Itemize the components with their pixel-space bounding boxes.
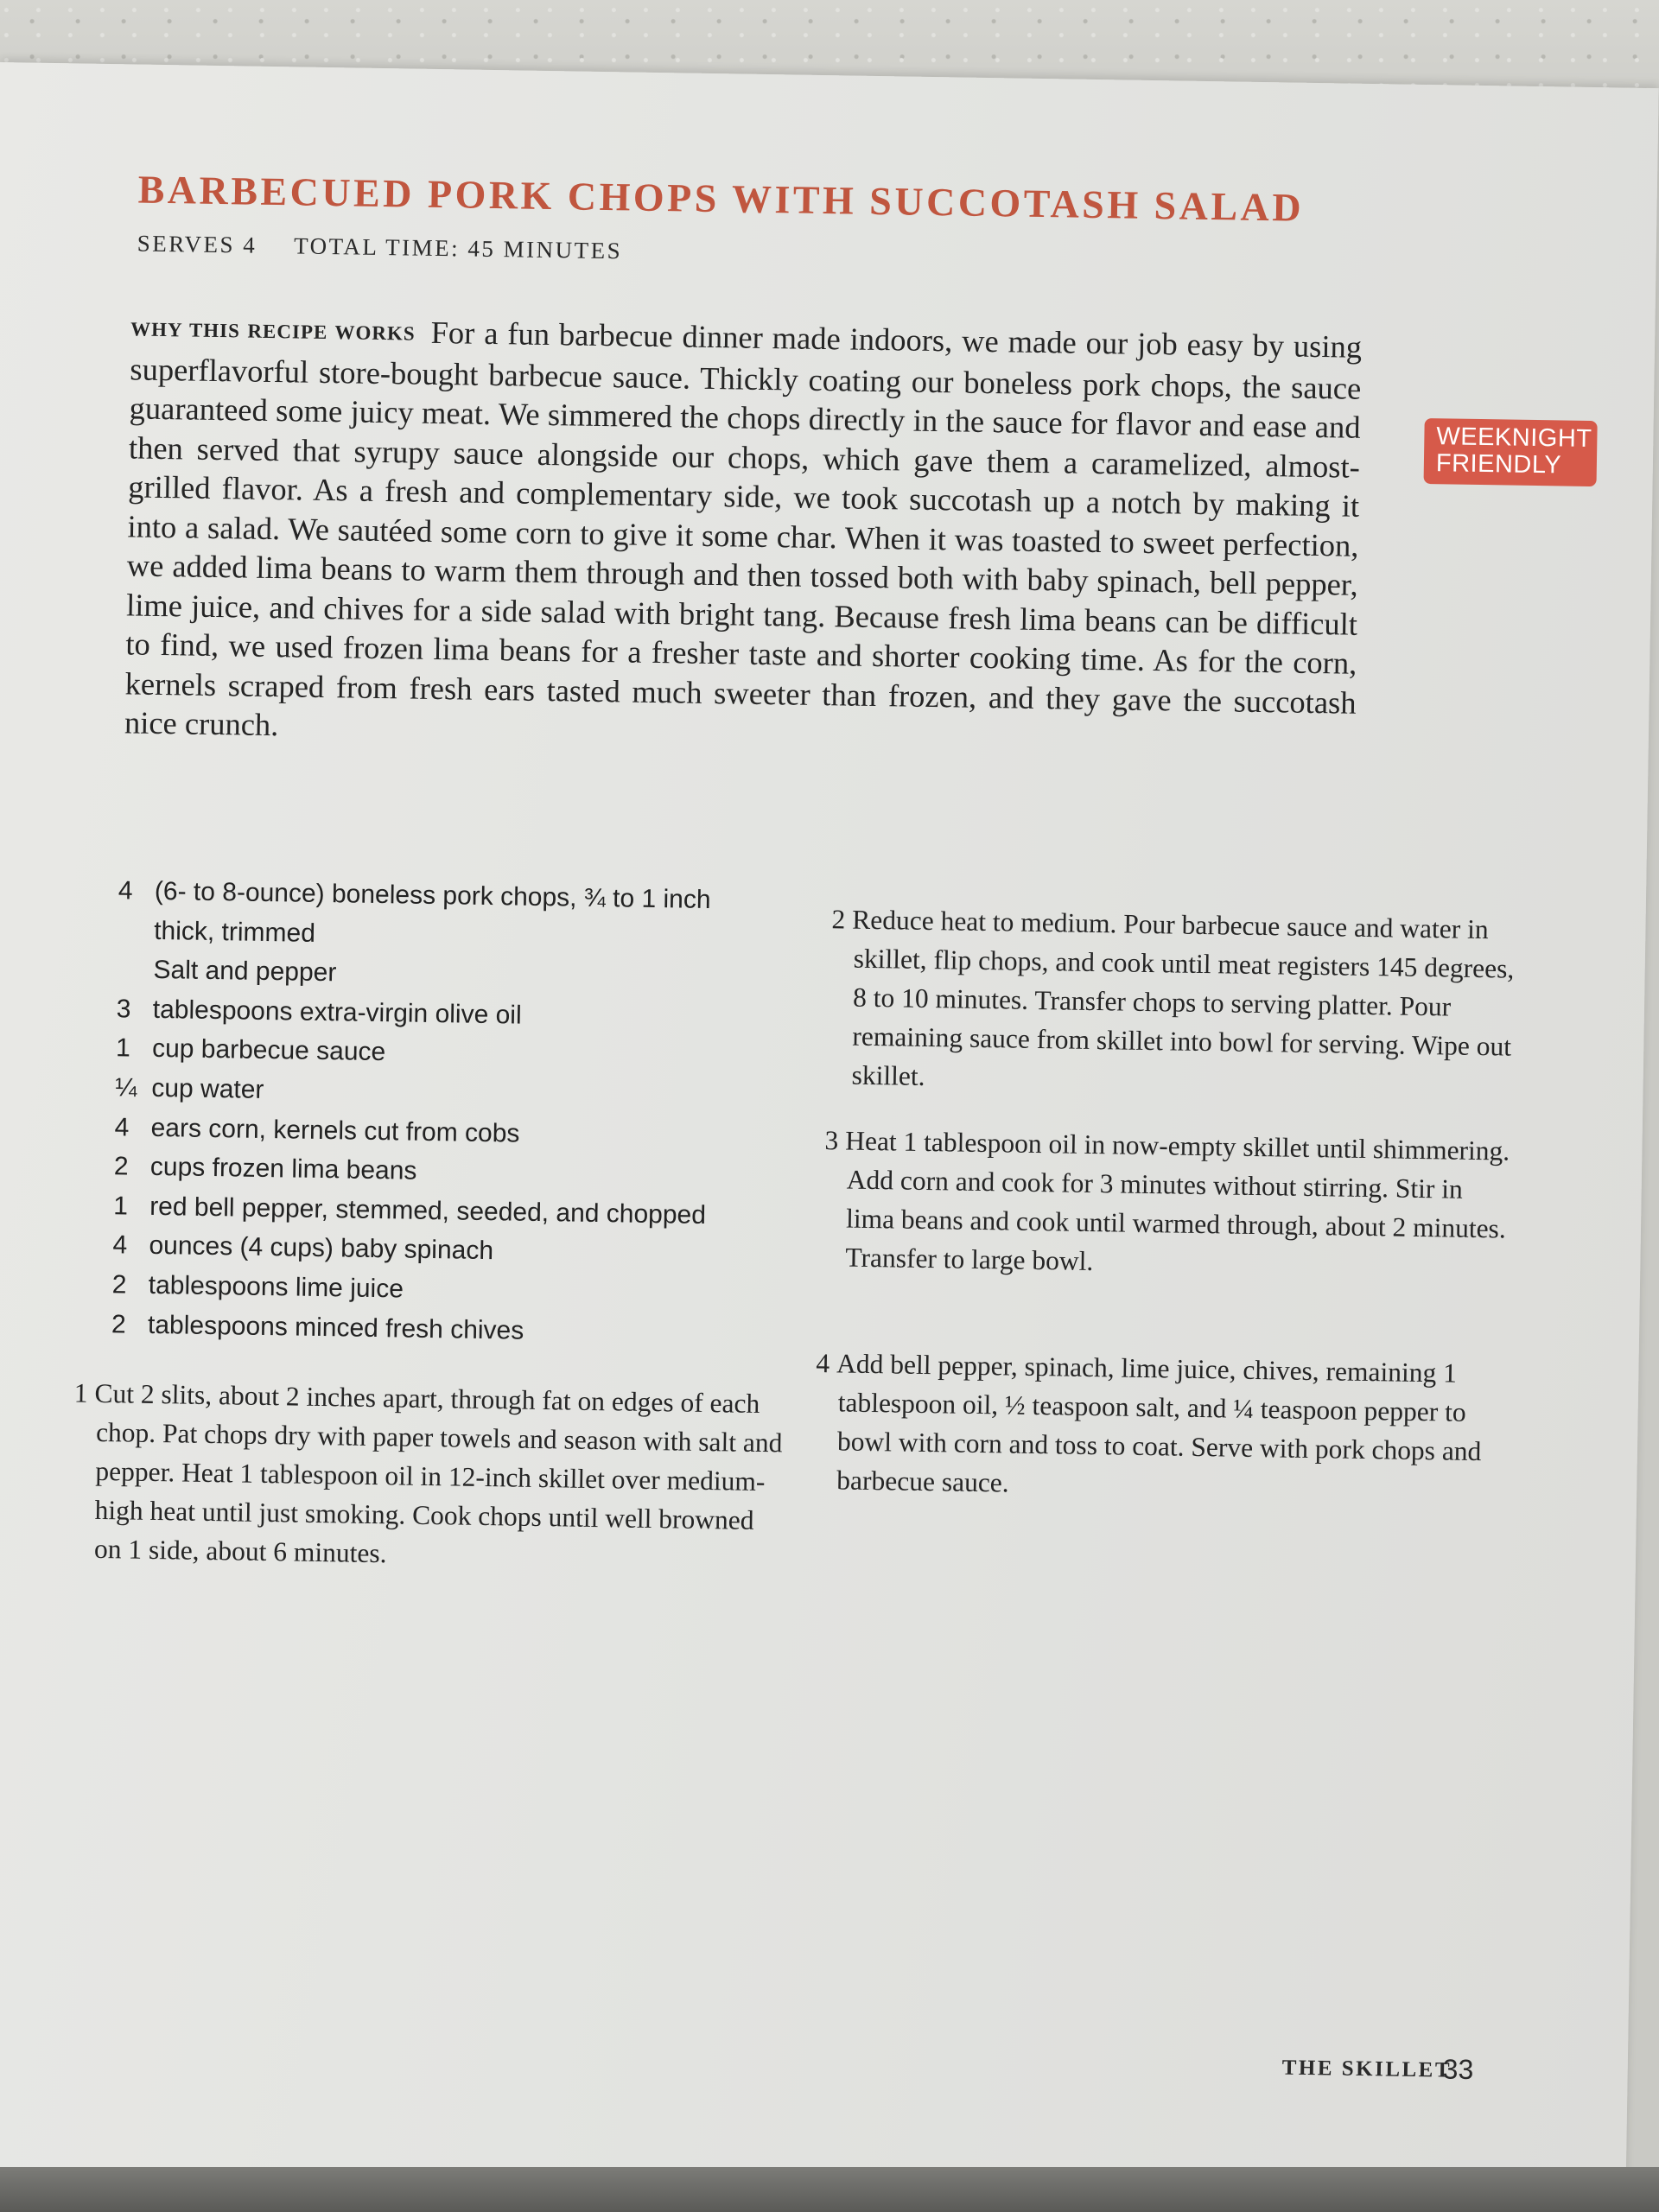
step-2: [829, 899, 1519, 1104]
ingredient-qty: 1: [115, 1033, 131, 1063]
ingredient-qty: 4: [114, 1112, 130, 1142]
ingredient-qty: 1: [112, 1191, 129, 1221]
ingredient-qty: 2: [111, 1270, 127, 1300]
page-number: 33: [1442, 2053, 1474, 2086]
ingredient-text: (6- to 8-ounce) boneless pork chops, ¾ to 1 inch thick, trimmed: [153, 876, 711, 948]
ingredient-text: tablespoons extra-virgin olive oil: [152, 995, 522, 1030]
page-bottom-edge: [0, 2167, 1659, 2212]
recipe-meta: [137, 231, 652, 265]
step-text: Reduce heat to medium. Pour barbecue sauce and water in skillet, flip chops, and cook until meat registers 145 degrees, 8 to 10 minutes. Transfer chops to serving platter. Pour remaining sauce from skillet into bowl for serving. Wipe out skillet.: [851, 904, 1515, 1091]
ingredient-qty: 2: [113, 1152, 129, 1181]
step-number: 1: [73, 1377, 88, 1408]
ingredient-text: tablespoons minced fresh chives: [147, 1310, 524, 1345]
step-number: 4: [816, 1348, 830, 1379]
ingredient-list: [111, 871, 741, 1353]
step-1: [72, 1374, 788, 1580]
step-4: [814, 1344, 1504, 1510]
weeknight-friendly-badge: WEEKNIGHT FRIENDLY: [1424, 418, 1598, 486]
serves-label: SERVES 4: [137, 230, 257, 258]
ingredient-item: [118, 871, 741, 959]
recipe-title: BARBECUED PORK CHOPS WITH SUCCOTASH SALAD: [137, 167, 1305, 230]
ingredient-text: cup water: [151, 1073, 264, 1104]
cookbook-page: [0, 62, 1659, 2196]
step-text: Heat 1 tablespoon oil in now-empty skillet until shimmering. Add corn and cook for 3 minutes without stirring. Stir in lima beans and cook until warmed through, about 2 minutes. Transfer to large bowl.: [844, 1125, 1510, 1277]
step-3: [823, 1121, 1513, 1287]
footer-section-name: THE SKILLET: [1281, 2056, 1452, 2082]
ingredient-text: ears corn, kernels cut from cobs: [150, 1113, 520, 1148]
ingredient-qty: 4: [118, 876, 133, 906]
ingredient-text: tablespoons lime juice: [148, 1270, 404, 1304]
ingredient-qty: [117, 950, 154, 989]
intro-lead: WHY THIS RECIPE WORKS: [130, 318, 416, 345]
intro-text: For a fun barbecue dinner made indoors, we made our job easy by using superflavorful store-bought barbecue sauce. Thickly coating our boneless pork chops, the sauce guaranteed some juicy meat. We simmered the chops directly in the sauce for flavor and ease and then served that syrupy sauce alongside our chops, which gave them a caramelized, almost-grilled flavor. As a fresh and complementary side, we took succotash up a notch by making it into a salad. We sautéed some corn to give it some char. When it was toasted to sweet perfection, we added lima beans to warm them through and then tossed both with baby spinach, bell pepper, lime juice, and chives for a side salad with bright tang. Because fresh lima beans can be difficult to find, we used frozen lima beans for a fresher taste and shorter cooking time. As for the corn, kernels scraped from fresh ears tasted much sweeter than frozen, and they gave the succotash nice crunch.: [124, 314, 1363, 743]
ingredient-text: red bell pepper, stemmed, seeded, and chopped: [149, 1192, 707, 1230]
recipe-intro: [124, 308, 1363, 761]
ingredient-text: cup barbecue sauce: [151, 1034, 386, 1067]
ingredient-qty: ¼: [115, 1073, 137, 1103]
step-text: Cut 2 slits, about 2 inches apart, through fat on edges of each chop. Pat chops dry with paper towels and season with salt and pepper. Heat 1 tablespoon oil in 12-inch skillet over medium-high heat until just smoking. Cook chops until well browned on 1 side, about 6 minutes.: [93, 1377, 783, 1569]
step-number: 2: [831, 904, 846, 935]
ingredient-text: cups frozen lima beans: [149, 1153, 417, 1185]
ingredient-text: Salt and pepper: [153, 956, 337, 988]
ingredient-qty: 2: [111, 1309, 127, 1338]
ingredient-qty: 4: [112, 1230, 128, 1260]
step-number: 3: [824, 1125, 839, 1156]
ingredient-qty: 3: [116, 995, 131, 1024]
total-time-label: TOTAL TIME: 45 MINUTES: [293, 232, 623, 264]
step-text: Add bell pepper, spinach, lime juice, chives, remaining 1 tablespoon oil, ½ teaspoon salt, and ¼ teaspoon pepper to bowl with corn and toss to coat. Serve with pork chops and barbecue sauce.: [836, 1348, 1482, 1498]
ingredient-text: ounces (4 cups) baby spinach: [149, 1231, 494, 1266]
